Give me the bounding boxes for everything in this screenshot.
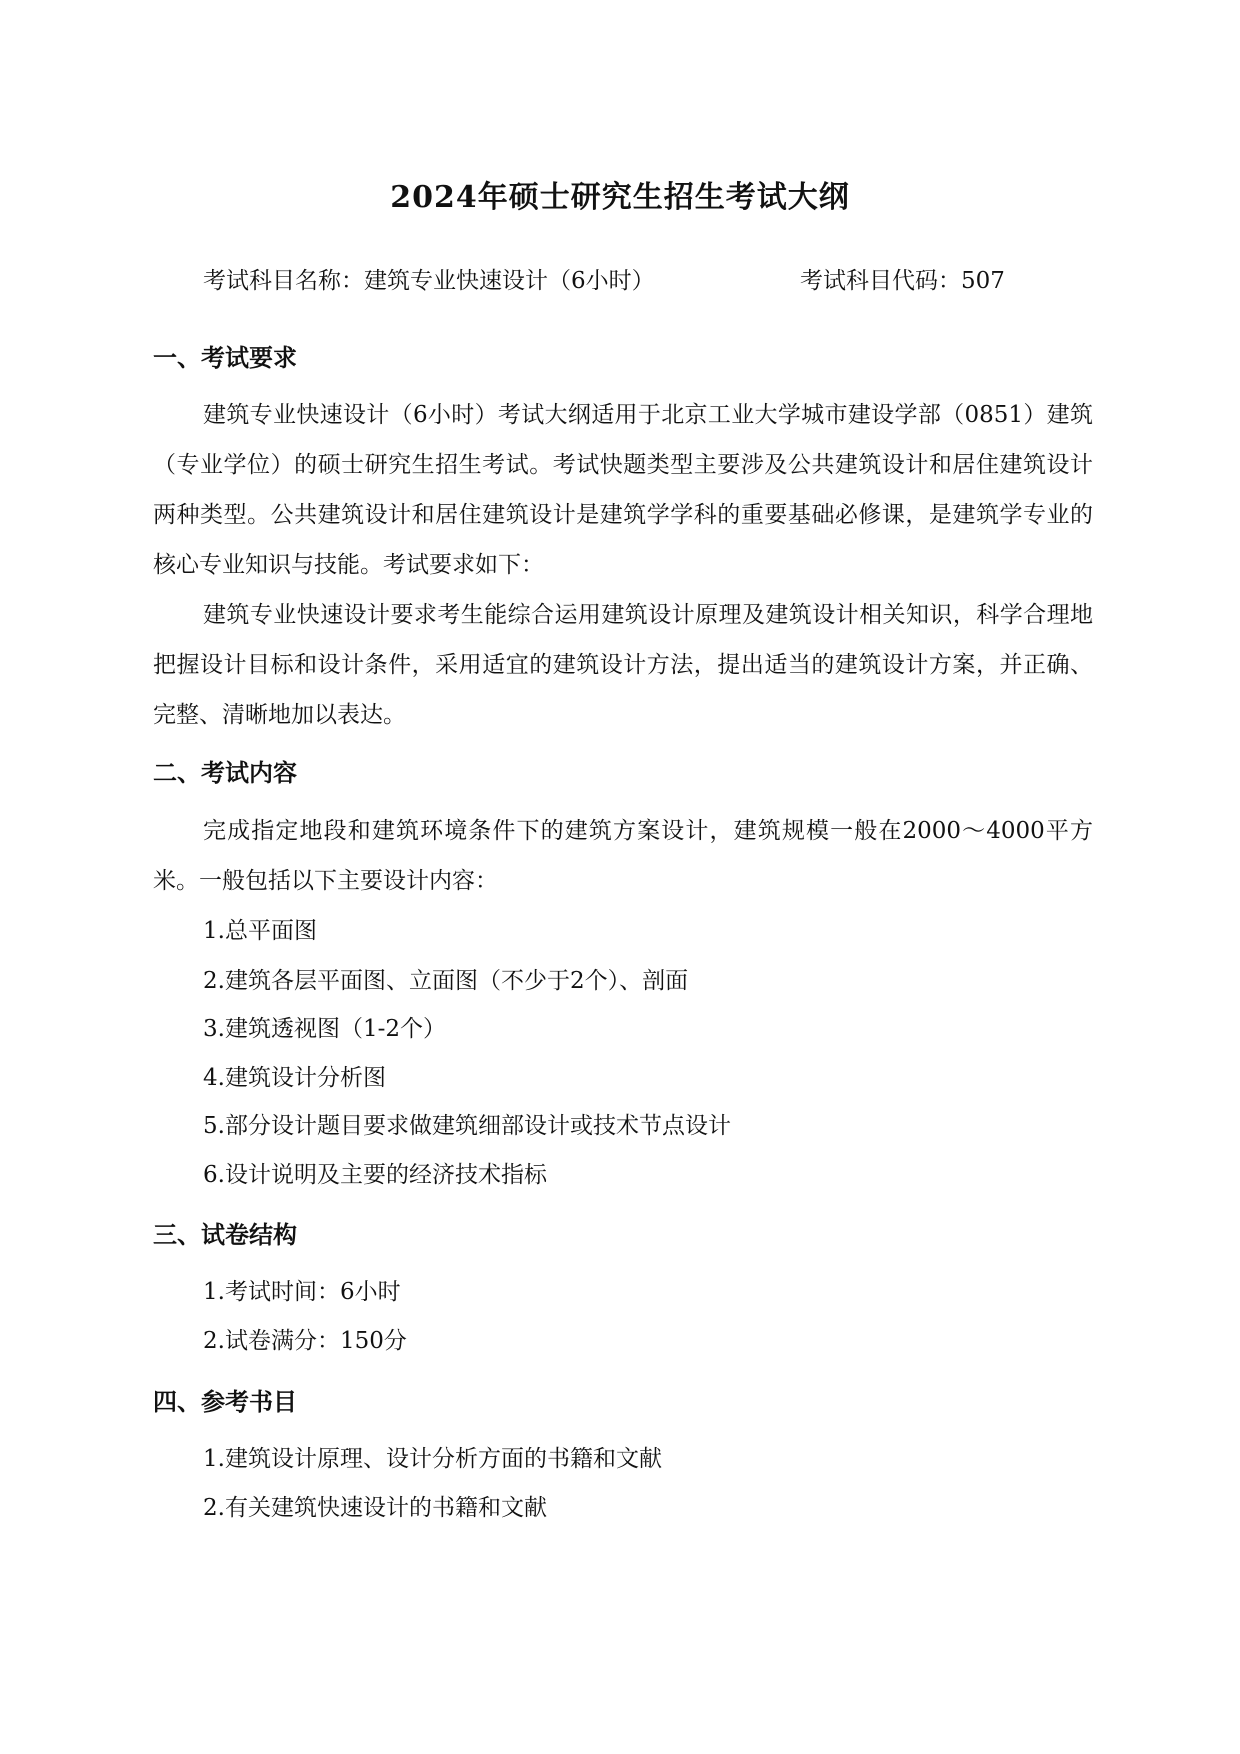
content-item: 6.设计说明及主要的经济技术指标	[203, 1162, 547, 1188]
page-title: 2024年硕士研究生招生考试大纲	[390, 180, 850, 215]
reference-item: 2.有关建筑快速设计的书籍和文献	[203, 1495, 547, 1521]
section-heading-references: 四、参考书目	[153, 1387, 297, 1416]
structure-item: 2.试卷满分：150分	[203, 1328, 407, 1354]
subject-code: 考试科目代码：507	[800, 268, 1005, 294]
content-item: 4.建筑设计分析图	[203, 1065, 386, 1091]
section-heading-requirements: 一、考试要求	[153, 343, 297, 372]
content-item: 2.建筑各层平面图、立面图（不少于2个）、剖面	[203, 968, 689, 994]
requirements-paragraph-2: 建筑专业快速设计要求考生能综合运用建筑设计原理及建筑设计相关知识，科学合理地把握设计目标和设计条件，采用适宜的建筑设计方法，提出适当的建筑设计方案，并正确、完整、清晰地加以表达。	[153, 602, 1093, 728]
reference-item: 1.建筑设计原理、设计分析方面的书籍和文献	[203, 1446, 662, 1472]
section-heading-content: 二、考试内容	[153, 758, 297, 787]
content-item: 3.建筑透视图（1-2个）	[203, 1016, 446, 1042]
content-paragraph: 完成指定地段和建筑环境条件下的建筑方案设计，建筑规模一般在2000～4000平方米。一般包括以下主要设计内容：	[153, 818, 1093, 894]
subject-name: 考试科目名称：建筑专业快速设计（6小时）	[203, 268, 655, 294]
content-item: 1.总平面图	[203, 918, 317, 944]
requirements-paragraph-1: 建筑专业快速设计（6小时）考试大纲适用于北京工业大学城市建设学部（0851）建筑（专业学位）的硕士研究生招生考试。考试快题类型主要涉及公共建筑设计和居住建筑设计两种类型。公共建筑设计和居住建筑设计是建筑学学科的重要基础必修课，是建筑学专业的核心专业知识与技能。考试要求如下：	[153, 402, 1093, 578]
section-heading-structure: 三、试卷结构	[153, 1220, 297, 1249]
structure-item: 1.考试时间：6小时	[203, 1279, 401, 1305]
content-item: 5.部分设计题目要求做建筑细部设计或技术节点设计	[203, 1113, 731, 1139]
